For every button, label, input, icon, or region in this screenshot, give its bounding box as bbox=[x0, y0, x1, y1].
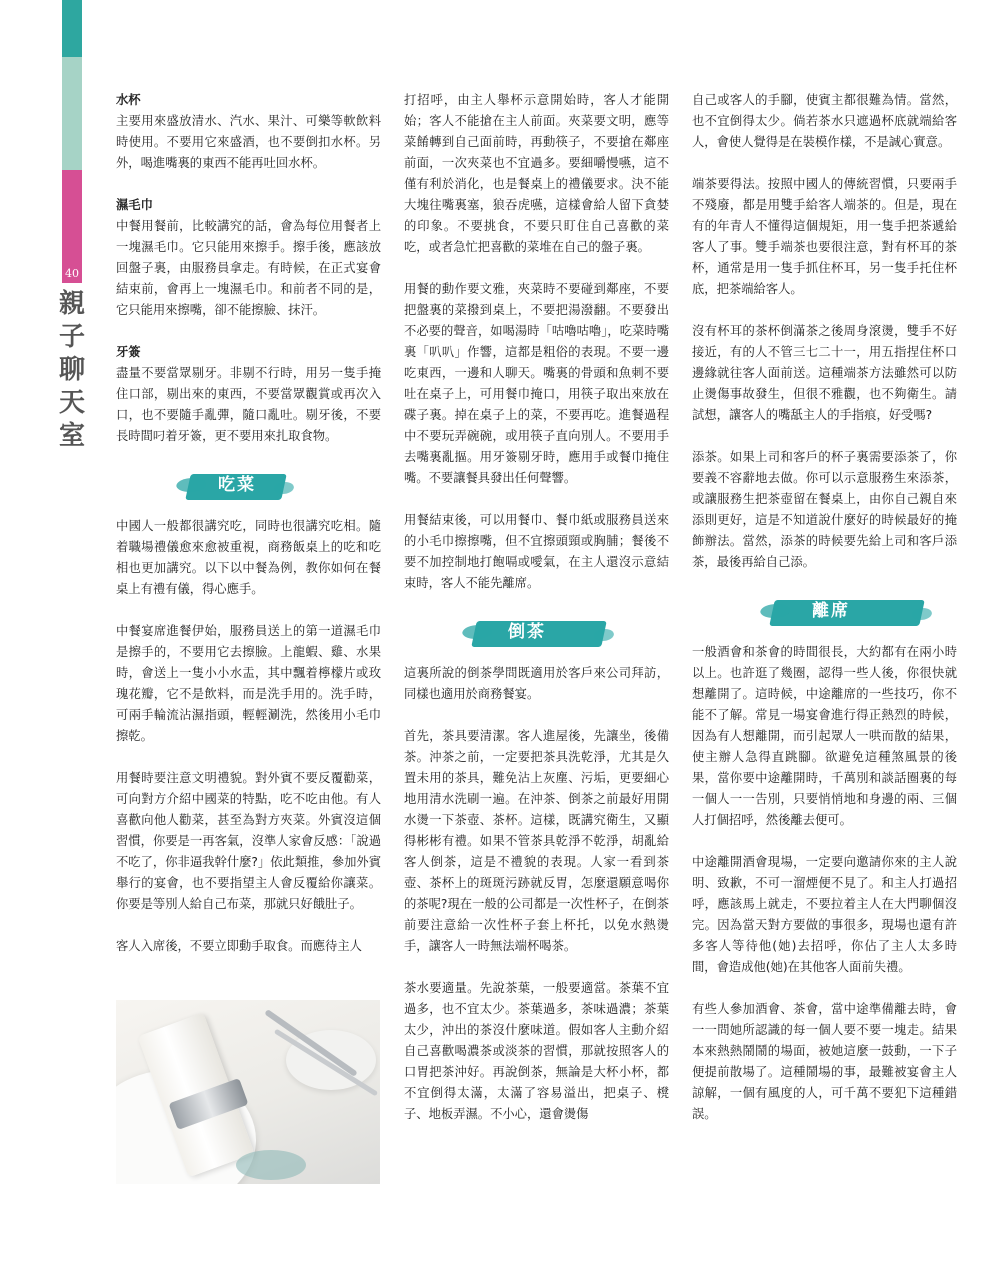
banner-leave bbox=[692, 594, 957, 630]
column-2 bbox=[404, 90, 669, 1146]
paragraph: 沒有杯耳的茶杯倒滿茶之後周身滾燙，雙手不好接近，有的人不管三七二十一，用五指捏住杯口邊緣就往客人面前送。這種端茶方法雖然可以防止燙傷事故發生，但很不雅觀，也不夠衛生。請試想，讓客人的嘴舐主人的手指痕，好受嗎? bbox=[692, 324, 957, 422]
banner-eating bbox=[116, 468, 381, 504]
paragraph: 中餐用餐前，比較講究的話，會為每位用餐者上一塊濕毛巾。它只能用來擦手。擦手後，應該放回盤子裏，由服務員拿走。有時候，在正式宴會結束前，會再上一塊濕毛巾。和前者不同的是，它只能用來擦嘴，卻不能擦臉、抹汗。 bbox=[116, 219, 381, 317]
paragraph: 主要用來盛放清水、汽水、果汁、可樂等軟飲料時使用。不要用它來盛酒，也不要倒扣水杯。另外，喝進嘴裏的東西不能再吐回水杯。 bbox=[116, 114, 381, 170]
paragraph: 添茶。如果上司和客戶的杯子裏需要添茶了，你要義不容辭地去做。你可以示意服務生來添茶，或讓服務生把茶壺留在餐桌上，由你自己親自來添則更好，這是不知道說什麼好的時候最好的掩飾辦法。當然，添茶的時候要先給上司和客戶添茶，最後再給自己添。 bbox=[692, 450, 957, 569]
paragraph: 首先，茶具要清潔。客人進屋後，先讓坐，後備茶。沖茶之前，一定要把茶具洗乾淨，尤其是久置未用的茶具，難免沾上灰塵、污垢，更要細心地用清水洗刷一遍。在沖茶、倒茶之前最好用開水燙一下茶壺、茶杯。這樣，既講究衛生，又顯得彬彬有禮。如果不管茶具乾淨不乾淨，胡亂給客人倒茶，這是不禮貌的表現。人家一看到茶壺、茶杯上的斑斑污跡就反胃，怎麼還願意喝你的茶呢?現在一般的公司都是一次性杯子，在倒茶前要注意給一次性杯子套上杯托，以免水熱燙手，讓客人一時無法端杯喝茶。 bbox=[404, 729, 669, 953]
paragraph: 中途離開酒會現場，一定要向邀請你來的主人說明、致歉，不可一溜煙便不見了。和主人打過招呼，應該馬上就走，不要拉着主人在大門聊個沒完。因為當天對方要做的事很多，現場也還有許多客人等待他(她)去招呼，你佔了主人太多時間，會造成他(她)在其他客人面前失禮。 bbox=[692, 855, 957, 974]
color-bar-green bbox=[62, 57, 82, 170]
section-title-char: 聊 bbox=[58, 355, 85, 385]
paragraph: 客人入席後，不要立即動手取食。而應待主人 bbox=[116, 939, 362, 953]
section-title-char: 室 bbox=[58, 421, 85, 451]
paragraph: 自己或客人的手腳，使賓主都很難為情。當然，也不宜倒得太少。倘若茶水只遮過杯底就端給客人，會使人覺得是在裝模作樣，不是誠心實意。 bbox=[692, 93, 957, 149]
banner-leave-label: 離席 bbox=[812, 601, 850, 621]
column-1 bbox=[116, 90, 381, 978]
section-title-char: 天 bbox=[58, 388, 85, 418]
paragraph: 用餐結束後，可以用餐巾、餐巾紙或服務員送來的小毛巾擦擦嘴，但不宜擦頭頸或胸脯；餐後不要不加控制地打飽嗝或噯氣，在主人還沒示意結束時，客人不能先離席。 bbox=[404, 513, 669, 590]
banner-tea-label: 倒茶 bbox=[508, 622, 546, 642]
paragraph: 這裏所說的倒茶學問既適用於客戶來公司拜訪，同樣也適用於商務餐宴。 bbox=[404, 666, 669, 701]
column-3 bbox=[692, 90, 957, 1146]
page-number: 40 bbox=[65, 267, 79, 280]
heading-wet-towel: 濕毛巾 bbox=[116, 198, 153, 212]
paragraph: 打招呼，由主人舉杯示意開始時，客人才能開始；客人不能搶在主人前面。夾菜要文明，應等菜餚轉到自己面前時，再動筷子，不要搶在鄰座前面，一次夾菜也不宜過多。要細嚼慢嚥，這不僅有利於消化，也是餐桌上的禮儀要求。決不能大塊往嘴裏塞，狼吞虎嚥，這樣會給人留下貪婪的印象。不要挑食，不要只盯住自己喜歡的菜吃，或者急忙把喜歡的菜堆在自己的盤子裏。 bbox=[404, 93, 669, 254]
paragraph: 用餐的動作要文雅，夾菜時不要碰到鄰座，不要把盤裏的菜撥到桌上，不要把湯潑翻。不要發出不必要的聲音，如喝湯時「咕嚕咕嚕」，吃菜時嘴裏「叭叭」作響，這都是粗俗的表現。不要一邊吃東西，一邊和人聊天。嘴裏的骨頭和魚刺不要吐在桌子上，可用餐巾掩口，用筷子取出來放在碟子裏。掉在桌子上的菜，不要再吃。進餐過程中不要玩弄碗碗，或用筷子直向別人。不要用手去嘴裏亂摳。用牙簽剔牙時，應用手或餐巾掩住嘴。不要讓餐具發出任何聲響。 bbox=[404, 282, 669, 485]
paragraph: 用餐時要注意文明禮貌。對外賓不要反覆勸菜，可向對方介紹中國菜的特點，吃不吃由他。有人喜歡向他人勸菜，甚至為對方夾菜。外賓沒這個習慣，你要是一再客氣，沒準人家會反感：「說過不吃了，你非逼我幹什麼?」依此類推，參加外賓舉行的宴會，也不要指望主人會反覆給你讓菜。你要是等別人給自己布菜，那就只好餓肚子。 bbox=[116, 771, 381, 911]
section-title-char: 子 bbox=[58, 322, 85, 352]
banner-tea bbox=[404, 615, 669, 651]
table-setting-photo bbox=[116, 1000, 380, 1184]
paragraph: 端茶要得法。按照中國人的傳統習慣，只要兩手不殘廢，都是用雙手給客人端茶的。但是，現在有的年青人不懂得這個規矩，用一隻手把茶遞給客人了事。雙手端茶也要很注意，對有杯耳的茶杯，通常是用一隻手抓住杯耳，另一隻手托住杯底，把茶端給客人。 bbox=[692, 177, 957, 296]
banner-eating-label: 吃菜 bbox=[218, 475, 256, 495]
heading-water-cup: 水杯 bbox=[116, 93, 141, 107]
section-title-char: 親 bbox=[58, 289, 85, 319]
paragraph: 茶水要適量。先說茶葉，一般要適當。茶葉不宜過多，也不宜太少。茶葉過多，茶味過濃；茶葉太少，沖出的茶沒什麼味道。假如客人主動介紹自己喜歡喝濃茶或淡茶的習慣，那就按照客人的口胃把茶沖好。再說倒茶，無論是大杯小杯，都不宜倒得太滿，太滿了容易溢出，把桌子、櫈子、地板弄濕。不小心，還會燙傷 bbox=[404, 981, 669, 1121]
color-bar-teal bbox=[62, 0, 82, 57]
paragraph: 有些人參加酒會、茶會，當中途準備離去時，會一一問她所認識的每一個人要不要一塊走。結果本來熱熱鬧鬧的場面，被她這麼一鼓動，一下子便提前散場了。這種鬧場的事，最難被宴會主人諒解，一個有風度的人，可千萬不要犯下這種錯誤。 bbox=[692, 1002, 957, 1121]
heading-toothpick: 牙簽 bbox=[116, 345, 141, 359]
paragraph: 中國人一般都很講究吃，同時也很講究吃相。隨着職場禮儀愈來愈被重視，商務飯桌上的吃和吃相也更加講究。以下以中餐為例，教你如何在餐桌上有禮有儀，得心應手。 bbox=[116, 519, 381, 596]
dish-shape bbox=[236, 1150, 306, 1180]
paragraph: 中餐宴席進餐伊始，服務員送上的第一道濕毛巾是擦手的，不要用它去擦臉。上龍蝦、雞、水果時，會送上一隻小小水盂，其中飄着檸檬片或玫瑰花瓣，它不是飲料，而是洗手用的。洗手時，可兩手輪流沾濕指頭，輕輕涮洗，然後用小毛巾擦乾。 bbox=[116, 624, 381, 743]
paragraph: 盡量不要當眾剔牙。非剔不行時，用另一隻手掩住口部，剔出來的東西，不要當眾觀賞或再次入口，也不要隨手亂彈，隨口亂吐。剔牙後，不要長時間叼着牙簽，更不要用來扎取食物。 bbox=[116, 366, 381, 443]
paragraph: 一般酒會和茶會的時間很長，大約都有在兩小時以上。也許逛了幾圈，認得一些人後，你很快就想離開了。這時候，中途離席的一些技巧，你不能不了解。常見一場宴會進行得正熱烈的時候，因為有人想離開，而引起眾人一哄而散的結果，使主辦人急得直跳腳。欲避免這種煞風景的後果，當你要中途離開時，千萬別和談話圈裏的每一個人一一告別，只要悄悄地和身邊的兩、三個人打個招呼，然後離去便可。 bbox=[692, 645, 957, 827]
section-title bbox=[58, 288, 86, 453]
